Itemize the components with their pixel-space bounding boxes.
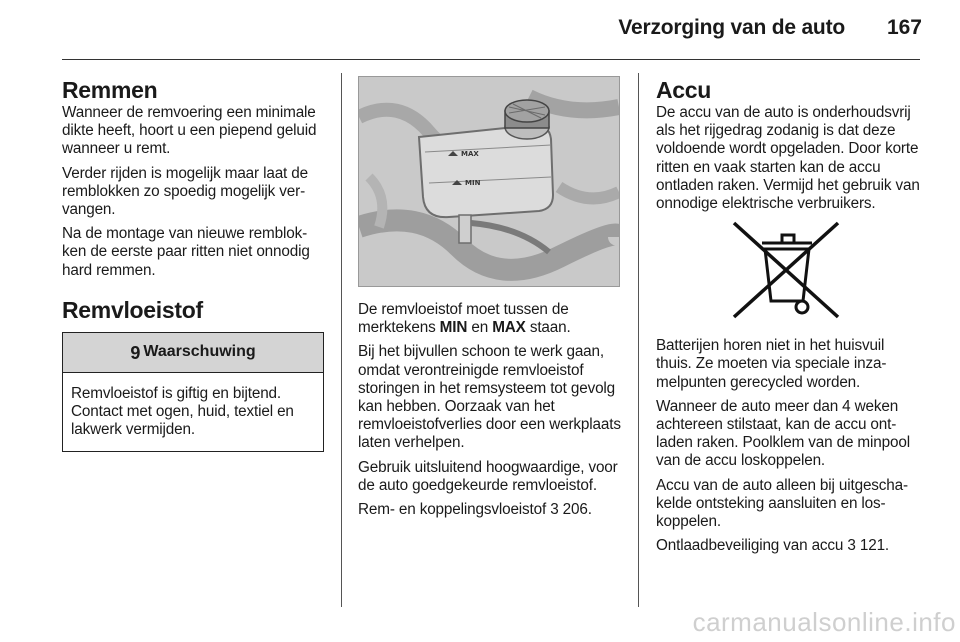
warning-header — [63, 333, 323, 373]
header-rule — [62, 59, 920, 60]
brake-fluid-reservoir-photo — [358, 76, 620, 287]
watermark: carmanualsonline.info — [692, 607, 956, 637]
brakes-paragraph-3: Na de montage van nieuwe remblokken de eerste paar ritten niet onnodig hard remmen. — [62, 225, 310, 279]
warning-title: Waarschuwing — [143, 343, 256, 361]
page-ref-icon: 3 — [847, 537, 856, 555]
warning-triangle-icon: 9 — [130, 342, 141, 363]
brake-fluid-paragraph-3: Gebruik uitsluitend hoogwaardige, voor de auto goedgekeurde remvloeistof. — [358, 458, 618, 494]
battery-reference: Ontlaadbeveiliging van accu 3 121. — [656, 537, 890, 555]
brake-fluid-paragraph-2: Bij het bijvullen schoon te werk gaan, omdat verontreinigde remvloeistof storingen in het remsysteem tot gevolg kan hebben. Oorzaak van het remvloeistofverlies door een werkplaats laten verhelpen. — [358, 343, 621, 452]
column-brake-fluid — [358, 76, 622, 525]
column-battery — [656, 76, 922, 561]
section-heading-battery: Accu — [656, 77, 712, 103]
battery-paragraph-3: Wanneer de auto meer dan 4 weken achtereen stilstaat, kan de accu ontladen raken. Poolklem van de minpool van de accu loskoppelen. — [656, 397, 910, 470]
column-divider-1 — [341, 73, 342, 607]
max-mark-label: MAX — [461, 150, 479, 158]
brake-fluid-reference: Rem- en koppelingsvloeistof 3 206. — [358, 501, 592, 519]
brakes-paragraph-1: Wanneer de remvoering een minimale dikte heeft, hoort u een piepend geluid wanneer u remt. — [62, 104, 317, 158]
min-mark-label: MIN — [465, 179, 481, 187]
column-brakes — [62, 76, 326, 452]
battery-paragraph-1: De accu van de auto is onderhoudsvrij als het rijgedrag zodanig is dat deze voldoende wordt opgeladen. Door korte ritten en vaak starten kan de accu ontladen raken. Vermijd het gebruik van onnodige elektrische verbruikers. — [656, 104, 920, 213]
column-divider-2 — [638, 73, 639, 607]
page-number: 167 — [886, 16, 922, 39]
section-heading-brakes: Remmen — [62, 77, 158, 103]
page-ref-icon: 3 — [550, 501, 559, 519]
section-heading-brake-fluid: Remvloeistof — [62, 296, 203, 323]
warning-box — [62, 332, 324, 453]
brakes-paragraph-2: Verder rijden is mogelijk maar laat de remblokken zo spoedig mogelijk vervangen. — [62, 164, 308, 219]
warning-body — [63, 373, 323, 452]
crossed-out-wheelie-bin-icon — [732, 219, 842, 323]
brake-fluid-paragraph-1: De remvloeistof moet tussen de merktekens MIN en MAX staan. — [358, 301, 571, 337]
battery-paragraph-2: Batterijen horen niet in het huisvuil thuis. Ze moeten via speciale inzamelpunten gerecycled worden. — [656, 337, 887, 391]
running-header-title: Verzorging van de auto — [618, 16, 845, 39]
battery-paragraph-4: Accu van de auto alleen bij uitgeschakelde ontsteking aansluiten en loskoppelen. — [656, 476, 909, 531]
warning-text: Remvloeistof is giftig en bijtend. Contact met ogen, huid, textiel en lakwerk vermijden. — [71, 384, 294, 439]
